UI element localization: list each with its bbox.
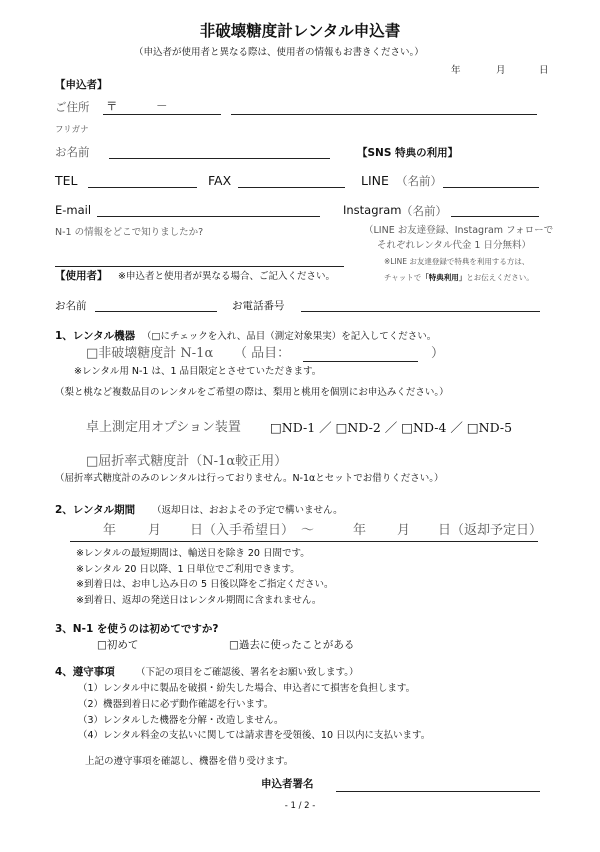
period-day-2: 日（返却予定日）: [438, 523, 543, 538]
user-note: ※申込者と使用者が異なる場合、ご記入ください。: [118, 271, 335, 282]
sns-note1: ※LINE お友達登録で特典を利用する方は、: [384, 257, 530, 266]
rule-item: （2）機器到着日に必ず動作確認を行います。: [78, 699, 274, 710]
signature-field[interactable]: [336, 791, 540, 792]
instagram-name-label: （名前）: [401, 204, 447, 218]
sns-note2: チャットで「特典利用」とお伝えください。: [384, 273, 534, 282]
refractometer-checkbox[interactable]: □屈折率式糖度計（N-1α較正用）: [86, 454, 288, 469]
date-month-label: 月: [496, 65, 506, 76]
section2-heading: 2、レンタル期間: [55, 504, 136, 516]
date-year-label: 年: [451, 65, 461, 76]
line-field[interactable]: [443, 187, 539, 188]
postal-mark: 〒: [106, 99, 118, 113]
section2-note: （返却日は、おおよその予定で構いません。: [152, 505, 343, 516]
subtitle: （申込者が使用者と異なる際は、使用者の情報もお書きください。）: [134, 47, 424, 58]
period-day-1: 日（入手希望日）: [190, 523, 295, 538]
period-note: ※レンタル 20 日以降、1 日単位でご利用できます。: [76, 564, 300, 575]
section1-instruction: （□にチェックを入れ、品目（測定対象果実）を記入してください。: [142, 331, 437, 342]
period-month-2: 月: [397, 523, 411, 538]
instagram-field[interactable]: [451, 216, 539, 217]
sns-benefit-line2: それぞれレンタル代金 1 日分無料）: [377, 240, 531, 251]
rule-item: （3）レンタルした機器を分解・改造しません。: [78, 715, 284, 726]
period-note: ※レンタルの最短期間は、輸送日を除き 20 日間です。: [76, 548, 310, 559]
date-day-label: 日: [539, 65, 549, 76]
period-note: ※到着日、返却の発送日はレンタル期間に含まれません。: [76, 595, 322, 606]
address-label: ご住所: [55, 100, 90, 114]
section4-note: （下記の項目をご確認後、署名をお願い致します。）: [136, 667, 359, 678]
line-name-label: （名前）: [396, 174, 442, 188]
sns-heading: 【SNS 特典の利用】: [357, 147, 459, 159]
user-name-label: お名前: [55, 300, 87, 312]
fax-field[interactable]: [238, 187, 345, 188]
rule-item: （4）レンタル料金の支払いに関しては請求書を受領後、10 日以内に支払います。: [78, 730, 431, 741]
item-field[interactable]: [303, 361, 418, 362]
tel-field[interactable]: [88, 187, 197, 188]
first-time-checkbox[interactable]: □初めて: [97, 639, 139, 651]
used-before-checkbox[interactable]: □過去に使ったことがある: [229, 639, 355, 651]
address-field[interactable]: [231, 114, 537, 115]
rental-period-field[interactable]: [70, 541, 538, 542]
user-heading: 【使用者】: [55, 270, 108, 282]
section4-heading: 4、遵守事項: [55, 666, 115, 678]
period-tilde: ～: [301, 523, 315, 538]
source-answer-field[interactable]: [55, 266, 344, 267]
sns-benefit-line1: （LINE お友達登録、Instagram フォローで: [364, 225, 554, 236]
line-label: LINE: [361, 173, 389, 188]
refractometer-note: （屈折率式糖度計のみのレンタルは行っておりません。N-1αとセットでお借りください。）: [55, 473, 444, 484]
source-question: N-1 の情報をどこで知りましたか?: [55, 227, 204, 238]
email-field[interactable]: [97, 216, 320, 217]
confirm-statement: 上記の遵守事項を確認し、機器を借り受けます。: [85, 756, 294, 767]
device-n1-checkbox[interactable]: □非破壊糖度計 N-1α: [86, 346, 214, 361]
rule-item: （1）レンタル中に製品を破損・紛失した場合、申込者にて損害を負担します。: [78, 683, 416, 694]
item-paren-close: ）: [431, 346, 445, 361]
section1-note2: （梨と桃など複数品目のレンタルをご希望の際は、梨用と桃用を個別にお申込みください。）: [55, 387, 449, 398]
section1-heading: 1、レンタル機器: [55, 330, 136, 342]
tel-label: TEL: [55, 173, 78, 188]
section3-heading: 3、N-1 を使うのは初めてですか?: [55, 623, 219, 635]
item-paren-open: （ 品目：: [234, 346, 291, 361]
option-device-label: 卓上測定用オプション装置: [86, 420, 241, 435]
page-title: 非破壊糖度計レンタル申込書: [199, 22, 401, 40]
section1-note1: ※レンタル用 N-1 は、1 品目限定とさせていただきます。: [74, 366, 322, 377]
applicant-name-field[interactable]: [109, 158, 330, 159]
period-year-2: 年: [353, 523, 367, 538]
postal-code-field[interactable]: [103, 114, 221, 115]
applicant-name-label: お名前: [55, 145, 90, 159]
email-label: E-mail: [55, 203, 92, 217]
user-name-field[interactable]: [95, 311, 217, 312]
postal-dash: －: [156, 99, 168, 113]
period-year-1: 年: [103, 523, 117, 538]
applicant-heading: 【申込者】: [55, 79, 108, 91]
signature-label: 申込者署名: [261, 778, 314, 790]
instagram-label: Instagram: [343, 203, 402, 217]
user-phone-label: お電話番号: [232, 300, 285, 312]
option-checkboxes[interactable]: □ND-1 ／ □ND-2 ／ □ND-4 ／ □ND-5: [270, 420, 513, 435]
page-number: - 1 / 2 -: [284, 801, 316, 811]
furigana-label: フリガナ: [55, 125, 89, 135]
period-month-1: 月: [148, 523, 162, 538]
fax-label: FAX: [208, 173, 232, 188]
period-note: ※到着日は、お申し込み日の 5 日後以降をご指定ください。: [76, 579, 334, 590]
user-phone-field[interactable]: [301, 311, 540, 312]
